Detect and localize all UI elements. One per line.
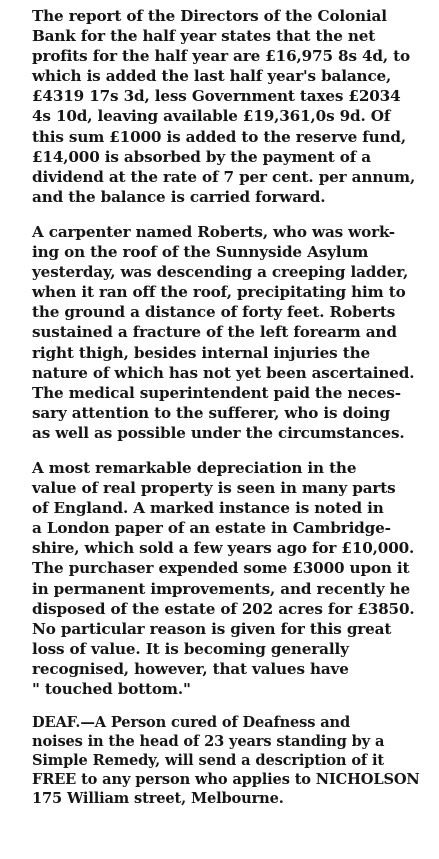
newspaper-column [4, 6, 435, 808]
text-line: in permanent improvements, and recently he [32, 579, 411, 598]
text-line: value of real property is seen in many parts [32, 479, 396, 498]
text-line: 4s 10d, leaving available £19,361,0s 9d. Of [32, 107, 391, 126]
text-line: the ground a distance of forty feet. Roberts [32, 303, 396, 322]
paragraph-property-depreciation [4, 458, 435, 699]
text-line: loss of value. It is becoming generally [32, 639, 349, 658]
text-line: of England. A marked instance is noted in [32, 499, 384, 518]
text-line: The medical superintendent paid the neces- [32, 383, 401, 402]
text-line: when it ran off the roof, precipitating him to [32, 283, 406, 302]
paragraph-colonial-bank [4, 6, 435, 207]
text-line: No particular reason is given for this great [32, 619, 392, 638]
text-line: nature of which has not yet been ascertained. [32, 363, 415, 382]
text-line: a London paper of an estate in Cambridge- [32, 519, 391, 538]
text-line: this sum £1000 is added to the reserve fund, [32, 127, 407, 146]
text-line: disposed of the estate of 202 acres for £3850. [32, 599, 415, 618]
text-line: £4319 17s 3d, less Government taxes £2034 [32, 87, 401, 106]
text-line: ing on the roof of the Sunnyside Asylum [32, 243, 369, 262]
text-line: The purchaser expended some £3000 upon it [32, 559, 410, 578]
text-line: " touched bottom." [32, 680, 191, 698]
text-line: as well as possible under the circumstances. [32, 423, 405, 442]
text-line: right thigh, besides internal injuries the [32, 343, 370, 362]
paragraph-deafness-advertisement [4, 713, 435, 808]
text-line: Simple Remedy, will send a description of it [32, 752, 384, 770]
text-line: which is added the last half year's balance, [32, 67, 392, 86]
text-line: shire, which sold a few years ago for £10,000. [32, 539, 415, 558]
text-line: recognised, however, that values have [32, 659, 349, 678]
text-line: A carpenter named Roberts, who was work- [32, 222, 395, 241]
text-line: £14,000 is absorbed by the payment of a [32, 147, 371, 166]
text-line: noises in the head of 23 years standing by a [32, 733, 385, 751]
text-line: and the balance is carried forward. [32, 187, 326, 206]
text-line: DEAF.—A Person cured of Deafness and [32, 714, 351, 732]
text-line: 175 William street, Melbourne. [32, 790, 284, 808]
text-line: profits for the half year are £16,975 8s 4d, to [32, 47, 410, 66]
text-line: FREE to any person who applies to NICHOLSON [32, 771, 420, 789]
text-line: Bank for the half year states that the net [32, 27, 376, 46]
text-line: sary attention to the sufferer, who is doing [32, 403, 390, 422]
text-line: A most remarkable depreciation in the [32, 458, 357, 477]
text-line: dividend at the rate of 7 per cent. per annum, [32, 167, 416, 186]
paragraph-carpenter-accident [4, 222, 435, 443]
text-line: The report of the Directors of the Colonial [32, 7, 387, 25]
text-line: yesterday, was descending a creeping ladder, [32, 263, 409, 282]
text-line: sustained a fracture of the left forearm and [32, 323, 397, 342]
